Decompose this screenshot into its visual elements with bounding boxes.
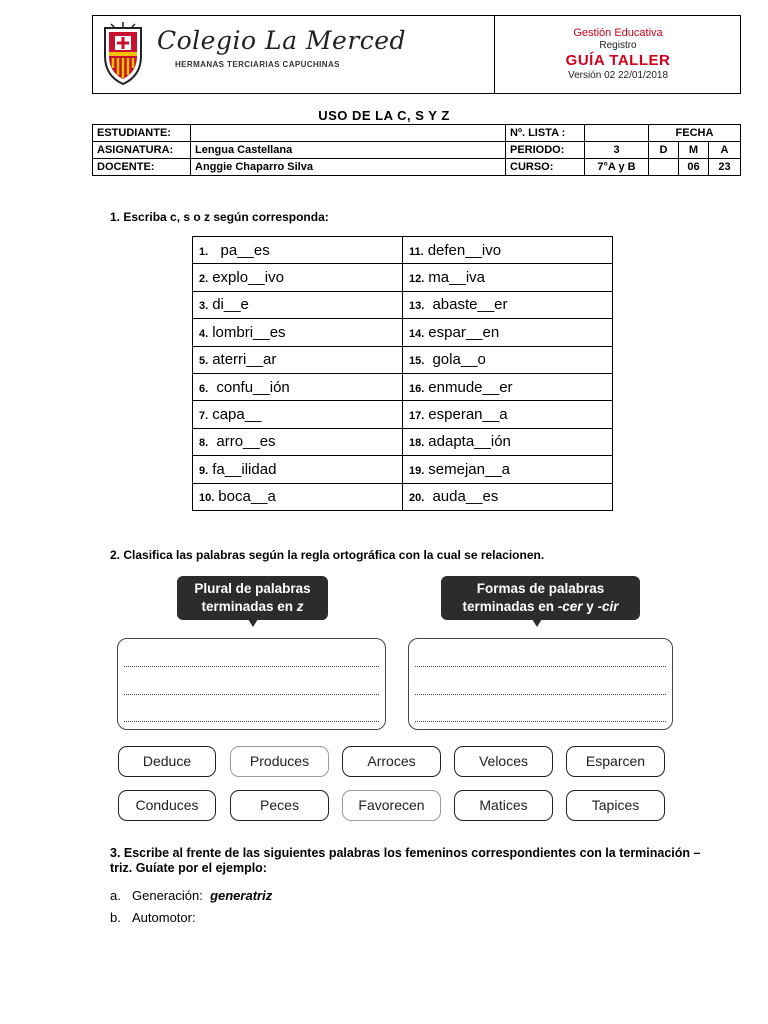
item-number: 17. [409, 410, 425, 423]
item-answer[interactable]: generatriz [210, 888, 273, 903]
exercise-1-row [193, 483, 613, 510]
answer-line[interactable] [415, 666, 666, 667]
word-chip[interactable]: Conduces [118, 790, 216, 821]
exercise-1-item[interactable] [193, 291, 403, 318]
exercise-1-row [193, 291, 613, 318]
bubble-left-line1: Plural de palabras [194, 581, 311, 596]
exercise-1-item[interactable] [403, 483, 613, 510]
page-title: USO DE LA C, S Y Z [318, 108, 450, 123]
item-number: 12. [409, 273, 425, 286]
teacher-label: DOCENTE: [93, 159, 191, 176]
word-chip[interactable]: Matices [454, 790, 553, 821]
exercise-1-row [193, 373, 613, 400]
answer-line[interactable] [415, 694, 666, 695]
date-month-value: 06 [679, 159, 709, 176]
header-meta [495, 16, 741, 81]
exercise-1-instruction: 1. Escriba c, s o z según corresponda: [110, 210, 329, 224]
area-label: Gestión Educativa [573, 27, 663, 39]
item-key: a. [110, 888, 121, 903]
date-month-label: M [679, 142, 709, 159]
list-label: Nº. LISTA : [506, 125, 585, 142]
bubble-tail [532, 619, 542, 627]
item-number: 6. [199, 382, 209, 395]
exercise-2-instruction: 2. Clasifica las palabras según la regla ortográfica con la cual se relacionen. [110, 548, 545, 562]
item-word: confu__ión [212, 378, 290, 396]
item-word: fa__ilidad [212, 460, 277, 478]
bubble-right-em2: -cir [597, 599, 619, 614]
item-key: b. [110, 910, 121, 925]
school-subtitle: HERMANAS TERCIARIAS CAPUCHINAS [175, 60, 340, 69]
exercise-1-row [193, 346, 613, 373]
exercise-1-row [193, 428, 613, 455]
item-word: defen__ivo [427, 241, 502, 259]
answer-line[interactable] [124, 694, 379, 695]
category-plural-z-label [177, 576, 328, 620]
bubble-left-em: z [296, 599, 304, 614]
bubble-right-line2: terminadas en [462, 599, 558, 614]
exercise-1-item[interactable] [403, 237, 613, 264]
answer-line[interactable] [124, 666, 379, 667]
student-field[interactable] [191, 125, 506, 142]
item-word: lombri__es [212, 323, 286, 341]
item-number: 5. [199, 355, 209, 368]
exercise-1-item[interactable] [403, 456, 613, 483]
item-word: Generación: [132, 888, 203, 903]
item-number: 2. [199, 273, 209, 286]
answer-line[interactable] [415, 721, 666, 722]
exercise-1-item[interactable] [403, 428, 613, 455]
item-number: 11. [409, 245, 424, 258]
item-number: 7. [199, 410, 209, 423]
item-number: 4. [199, 327, 209, 340]
word-chip[interactable]: Veloces [454, 746, 553, 777]
item-number: 9. [199, 464, 209, 477]
exercise-1-item[interactable] [193, 264, 403, 291]
exercise-1-row [193, 456, 613, 483]
exercise-1-row [193, 264, 613, 291]
exercise-3-instruction: 3. Escribe al frente de las siguientes palabras los femeninos correspondientes con la terminación – triz. Guíate por el ejemplo: [110, 846, 701, 875]
exercise-1-item[interactable] [193, 483, 403, 510]
period-label: PERIODO: [506, 142, 585, 159]
item-word: explo__ivo [212, 269, 284, 287]
answer-box-plural-z[interactable] [117, 638, 386, 730]
item-number: 1. [199, 245, 209, 258]
item-word: adapta__ión [428, 433, 511, 451]
item-word: espar__en [428, 323, 500, 341]
item-word: esperan__a [428, 406, 508, 424]
date-year-label: A [709, 142, 741, 159]
word-chip[interactable]: Deduce [118, 746, 216, 777]
period-value: 3 [585, 142, 649, 159]
course-value: 7°A y B [585, 159, 649, 176]
exercise-1-item[interactable] [193, 456, 403, 483]
item-number: 18. [409, 437, 425, 450]
answer-line[interactable] [124, 721, 379, 722]
bubble-right-mid: y [582, 599, 598, 614]
exercise-1-item[interactable] [403, 291, 613, 318]
exercise-3-item [110, 888, 272, 903]
date-day-value[interactable] [649, 159, 679, 176]
student-label: ESTUDIANTE: [93, 125, 191, 142]
bubble-left-line2: terminadas en [201, 599, 297, 614]
category-cer-cir-label [441, 576, 640, 620]
item-word: Automotor: [132, 910, 196, 925]
student-info-table [92, 124, 741, 176]
exercise-1-grid [192, 236, 613, 511]
item-number: 20. [409, 492, 425, 505]
word-chip[interactable]: Favorecen [342, 790, 441, 821]
item-number: 15. [409, 355, 425, 368]
exercise-1-item[interactable] [193, 373, 403, 400]
exercise-1-row [193, 319, 613, 346]
school-crest-icon [101, 22, 145, 86]
exercise-1-row [193, 237, 613, 264]
item-number: 14. [409, 327, 425, 340]
answer-box-cer-cir[interactable] [408, 638, 673, 730]
school-name: Colegio La Merced [157, 26, 407, 55]
version-label: Versión 02 22/01/2018 [567, 70, 669, 81]
item-word: di__e [212, 296, 249, 314]
word-chip[interactable]: Tapices [566, 790, 665, 821]
doc-type-label: GUÍA TALLER [565, 52, 671, 69]
item-number: 16. [409, 382, 425, 395]
bubble-right-line1: Formas de palabras [476, 581, 605, 596]
item-number: 10. [199, 492, 215, 505]
word-chip[interactable]: Esparcen [566, 746, 665, 777]
item-word: enmude__er [428, 378, 513, 396]
exercise-1-item[interactable] [193, 319, 403, 346]
item-word: gola__o [428, 351, 486, 369]
item-word: ma__iva [428, 269, 485, 287]
exercise-1-item[interactable] [403, 264, 613, 291]
word-chip[interactable]: Peces [230, 790, 329, 821]
item-word: aterri__ar [212, 351, 277, 369]
subject-value: Lengua Castellana [191, 142, 506, 159]
word-chip[interactable]: Arroces [342, 746, 441, 777]
item-word: semejan__a [428, 460, 511, 478]
exercise-1-item[interactable] [403, 373, 613, 400]
item-word: abaste__er [428, 296, 508, 314]
document-header [92, 15, 741, 94]
date-label: FECHA [649, 125, 741, 142]
word-chip[interactable]: Produces [230, 746, 329, 777]
date-year-value: 23 [709, 159, 741, 176]
exercise-1-item[interactable] [193, 428, 403, 455]
exercise-1-item[interactable] [193, 401, 403, 428]
bubble-tail [248, 619, 258, 627]
date-day-label: D [649, 142, 679, 159]
exercise-1-item[interactable] [193, 346, 403, 373]
exercise-1-item[interactable] [403, 346, 613, 373]
item-number: 3. [199, 300, 209, 313]
item-word: capa__ [212, 406, 262, 424]
item-word: arro__es [212, 433, 276, 451]
teacher-value: Anggie Chaparro Silva [191, 159, 506, 176]
register-label: Registro [599, 40, 637, 51]
item-number: 19. [409, 464, 425, 477]
item-word: pa__es [212, 241, 270, 259]
item-word: boca__a [218, 488, 276, 506]
bubble-right-em1: -cer [557, 599, 583, 614]
item-number: 8. [199, 437, 209, 450]
course-label: CURSO: [506, 159, 585, 176]
item-number: 13. [409, 300, 425, 313]
list-field[interactable] [585, 125, 649, 142]
exercise-1-row [193, 401, 613, 428]
exercise-3-item [110, 910, 203, 925]
exercise-1-item[interactable] [403, 401, 613, 428]
exercise-1-item[interactable] [403, 319, 613, 346]
item-word: auda__es [428, 488, 499, 506]
exercise-1-item[interactable] [193, 237, 403, 264]
subject-label: ASIGNATURA: [93, 142, 191, 159]
